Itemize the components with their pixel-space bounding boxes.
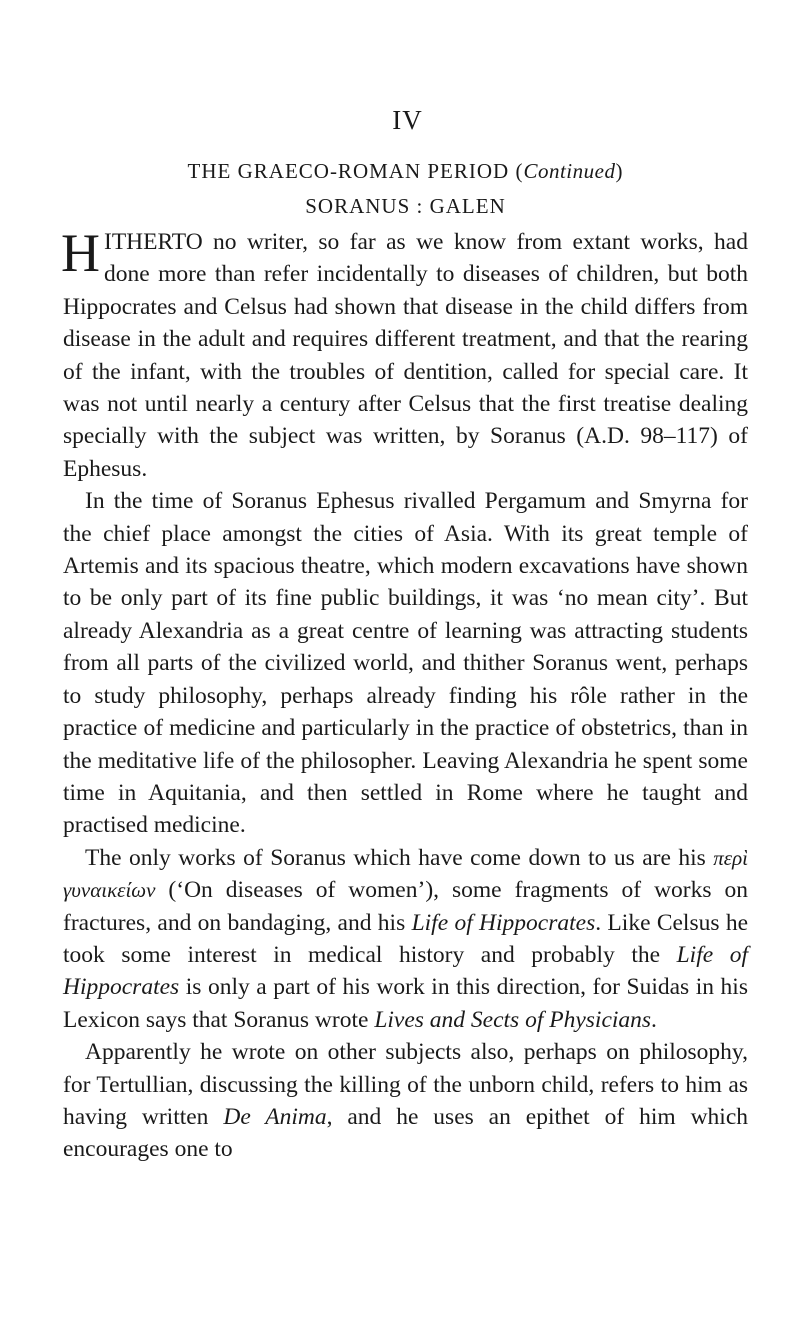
paragraph-3-text-1: The only works of Soranus which have come down to us are his: [85, 844, 714, 871]
paragraph-4: [63, 1036, 748, 1166]
body-text: [61, 223, 748, 1166]
paragraph-3-text-4: is only a part of his work in this direction, for Suidas in his Lexicon says that Soranus wrote: [63, 974, 748, 1033]
work-title-life-of-hippocrates: Life of Hippocrates: [411, 909, 596, 936]
chapter-title: [63, 158, 748, 184]
paragraph-1: [61, 223, 748, 485]
chapter-title-note: Continued: [523, 159, 616, 183]
book-page: [63, 105, 748, 1166]
paragraph-1-text: ITHERTO no writer, so far as we know from extant works, had done more than refer incidentally to diseases of children, but both Hippocrates and Celsus had shown that disease in the child differs from disease in the adult and requires different treatment, and that the rearing of the infant, with the troubles of dentition, called for special care. It was not until nearly a century after Celsus that the first treatise dealing specially with the subject was written, by Soranus (A.D. 98–117) of Ephesus.: [63, 229, 748, 482]
chapter-subtitle: SORANUS : GALEN: [305, 194, 506, 218]
paragraph-2: In the time of Soranus Ephesus rivalled Pergamum and Smyrna for the chief place amongst the cities of Asia. With its great temple of Artemis and its spacious theatre, which modern excavations have shown to be only part of its fine public buildings, it was ‘no mean city’. But already Alexandria as a great centre of learning was attracting students from all parts of the civilized world, and thither Soranus went, perhaps to study philosophy, perhaps already finding his rôle rather in the practice of medicine and particularly in the practice of obstetrics, than in the meditative life of the philosopher. Leaving Alexandria he spent some time in Aquitania, and then settled in Rome where he taught and practised medicine.: [63, 488, 748, 839]
work-title-de-anima: De Anima: [223, 1103, 327, 1130]
chapter-title-note-open: (: [509, 159, 524, 183]
paragraph-3-text-5: .: [651, 1006, 657, 1033]
paragraph-3-text-3: . Like Celsus he took some interest in medical history and probably the: [63, 909, 748, 968]
greek-title: περὶ γυναικείων: [63, 845, 748, 903]
work-title-life-of-hippocrates-2: Life of Hippocrates: [63, 941, 748, 1001]
work-title-lives-and-sects: Lives and Sects of Physicians: [374, 1006, 652, 1033]
paragraph-4-text-1: Apparently he wrote on other subjects also, perhaps on philosophy, for Tertullian, discussing the killing of the unborn child, refers to him as having written: [63, 1039, 748, 1130]
chapter-title-text: THE GRAECO-ROMAN PERIOD: [187, 159, 510, 183]
paragraph-4-text-2: , and he uses an epithet of him which encourages one to: [63, 1103, 748, 1163]
paragraph-3-text-2: (‘On diseases of women’), some fragments of works on fractures, and on bandaging, and his: [63, 877, 748, 936]
paragraph-3: [63, 842, 748, 1036]
chapter-title-note-close: ): [615, 159, 624, 183]
drop-cap: H: [61, 223, 100, 283]
chapter-number: IV: [392, 105, 423, 135]
